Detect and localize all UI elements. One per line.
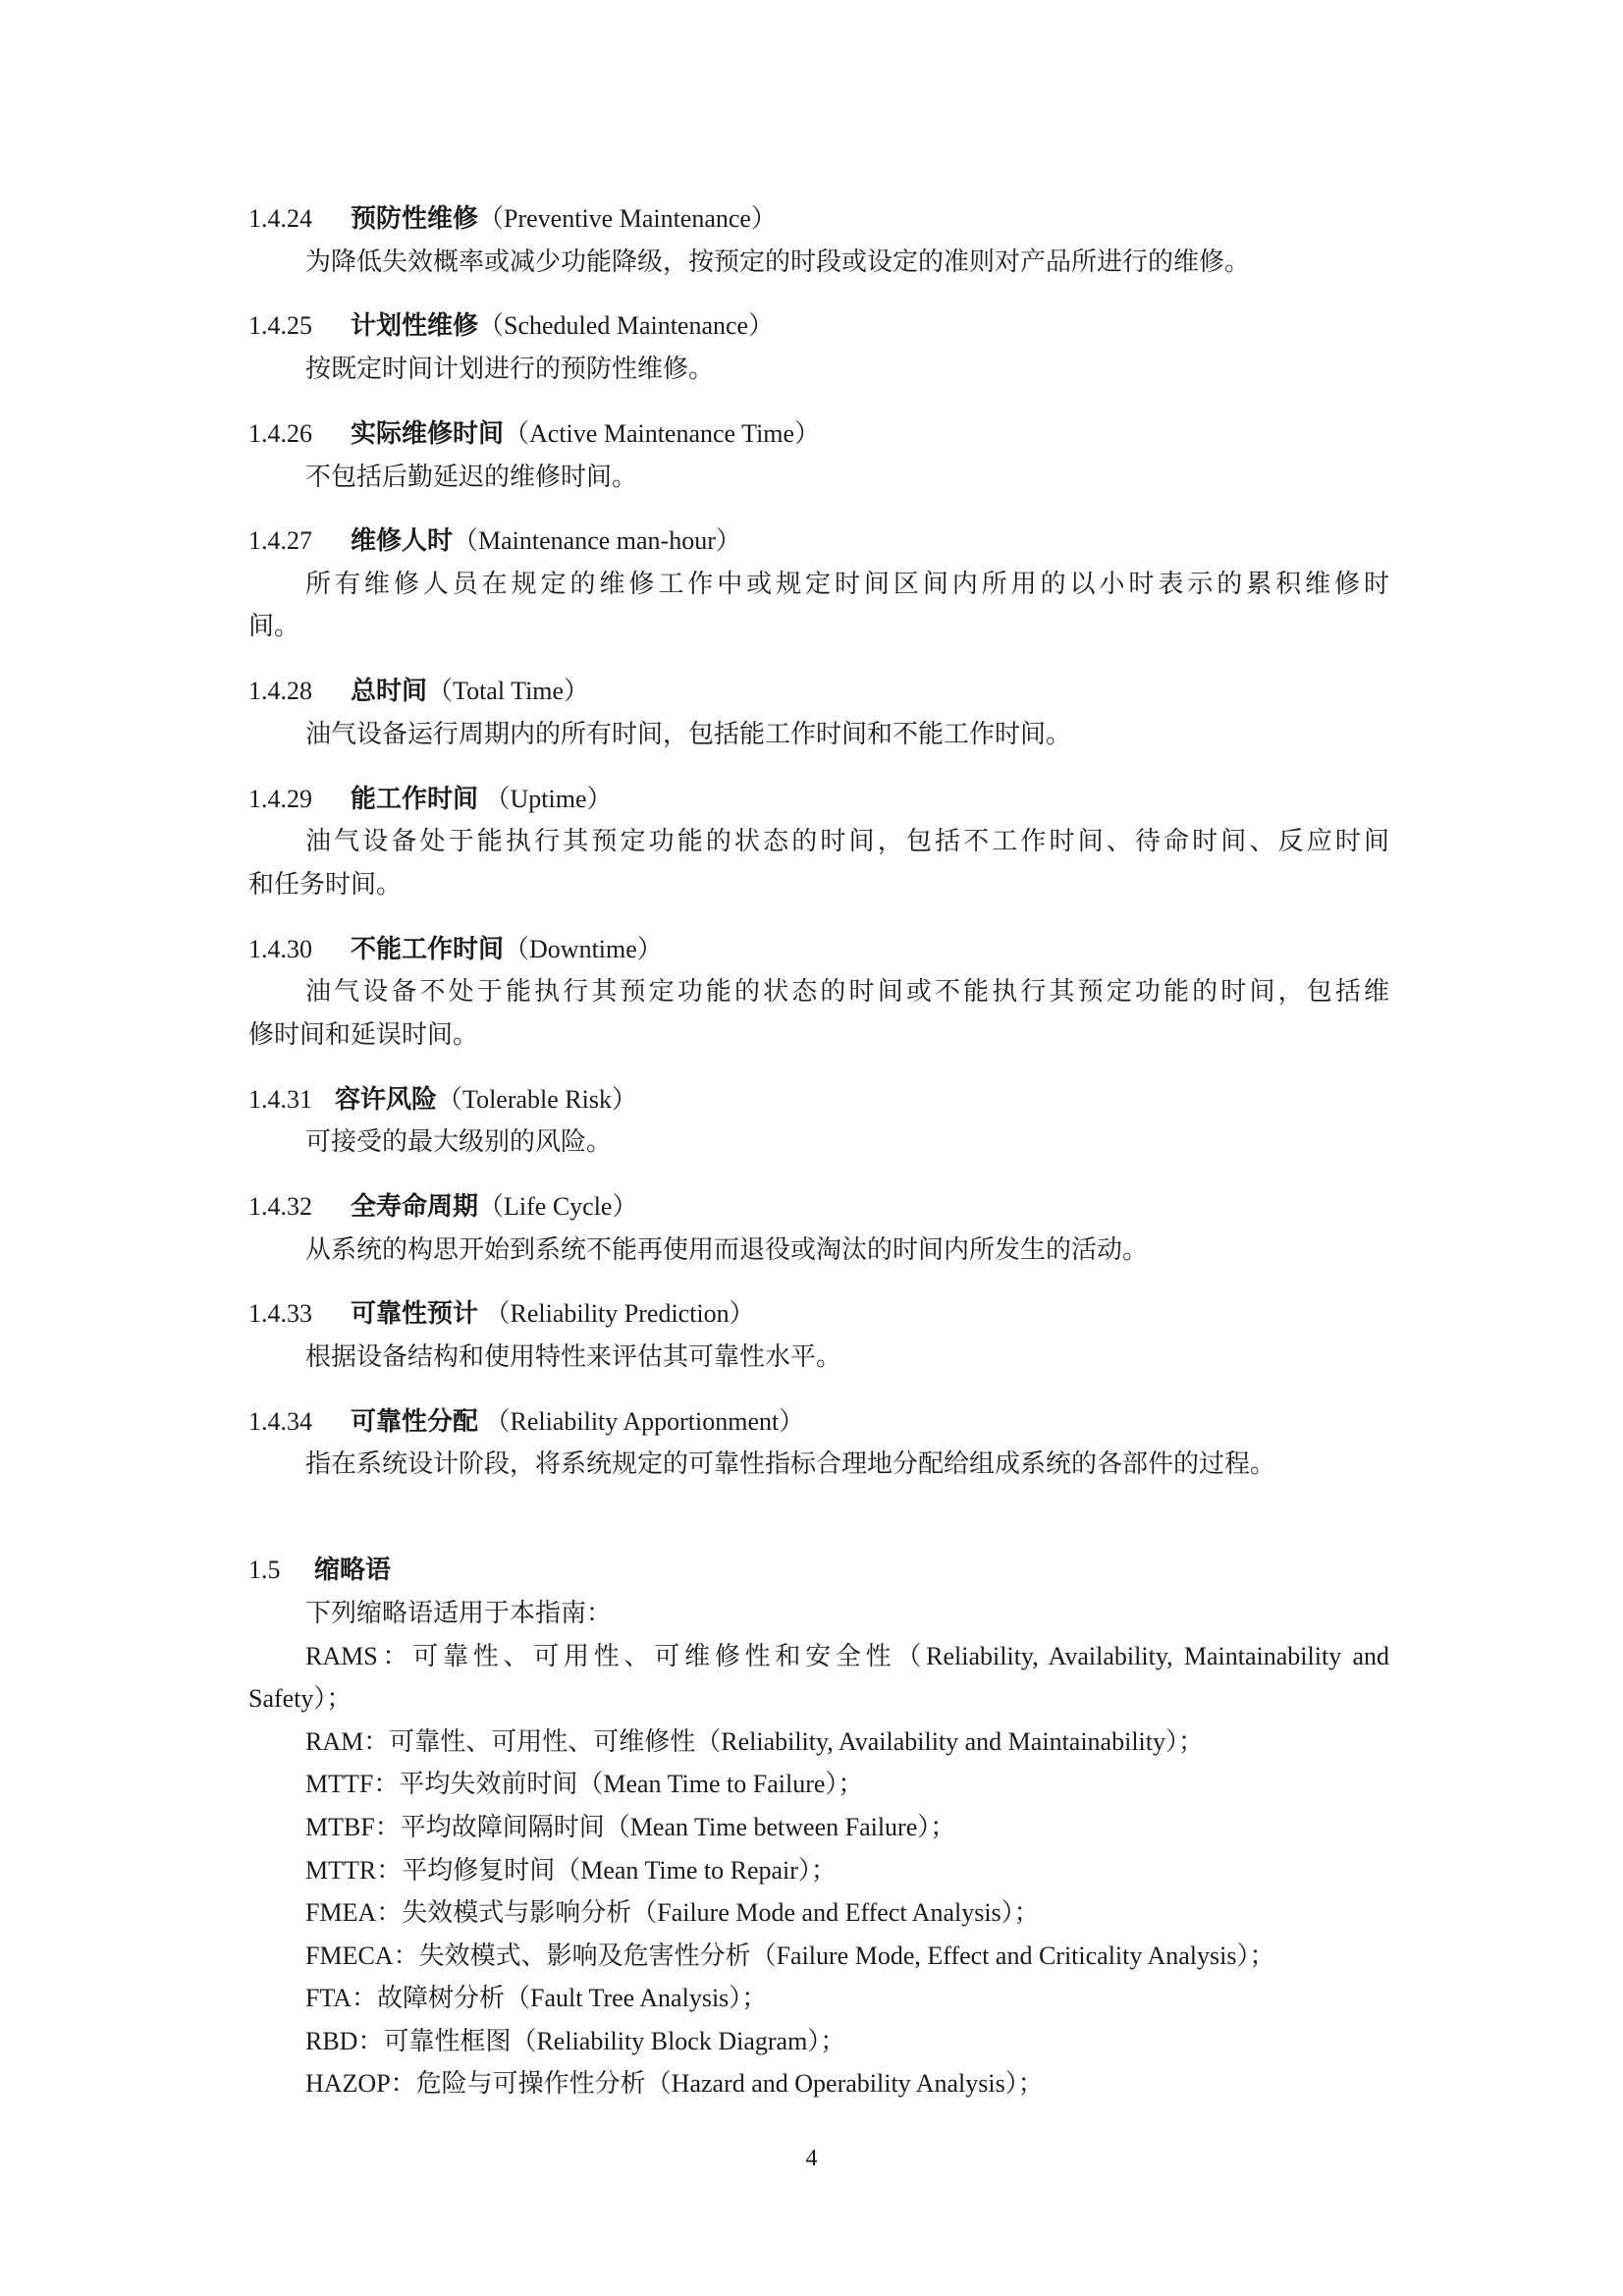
- term-title-cn: 能工作时间: [351, 785, 479, 814]
- term-title-cn: 容许风险: [335, 1085, 438, 1115]
- term-heading: [248, 1083, 637, 1117]
- abbreviation-item: MTTF：平均失效前时间（Mean Time to Failure）；: [305, 1770, 864, 1798]
- term-heading: [248, 783, 613, 816]
- term-definition: 所有维修人员在规定的维修工作中或规定时间区间内所用的以小时表示的累积维修时: [305, 570, 1389, 598]
- term-heading: [248, 675, 589, 708]
- term-title-en: （Reliability Apportionment）: [478, 1407, 805, 1436]
- term-title-cn: 预防性维修: [351, 204, 479, 234]
- term-number: 1.4.34: [248, 1407, 312, 1436]
- term-definition: 为降低失效概率或减少功能降级，按预定的时段或设定的准则对产品所进行的维修。: [305, 247, 1251, 276]
- term-title-cn: 不能工作时间: [351, 935, 505, 964]
- abbreviation-item-cont: Safety）；: [248, 1684, 352, 1713]
- term-number: 1.4.29: [248, 785, 312, 813]
- term-definition: 根据设备结构和使用特性来评估其可靠性水平。: [305, 1342, 842, 1371]
- term-title-en: （Downtime）: [504, 935, 663, 963]
- abbreviation-item: RBD：可靠性框图（Reliability Block Diagram）；: [305, 2027, 846, 2055]
- term-definition: 指在系统设计阶段，将系统规定的可靠性指标合理地分配给组成系统的各部件的过程。: [305, 1449, 1276, 1478]
- term-heading: [248, 1297, 755, 1331]
- term-number: 1.4.32: [248, 1192, 312, 1221]
- section-heading: [248, 1554, 391, 1587]
- term-definition: 油气设备运行周期内的所有时间，包括能工作时间和不能工作时间。: [305, 720, 1072, 748]
- term-title-en: （Total Time）: [427, 677, 590, 705]
- abbreviation-item: FMEA：失效模式与影响分析（Failure Mode and Effect Analysis）；: [305, 1898, 1040, 1927]
- abbreviation-item: RAMS：可靠性、可用性、可维修性和安全性（Reliability, Availability, Maintainability and: [305, 1642, 1389, 1670]
- term-definition: 油气设备不处于能执行其预定功能的状态的时间或不能执行其预定功能的时间，包括维: [305, 977, 1389, 1006]
- term-heading: [248, 524, 741, 558]
- term-title-cn: 总时间: [351, 677, 428, 706]
- term-definition: 从系统的构思开始到系统不能再使用而退役或淘汰的时间内所发生的活动。: [305, 1235, 1149, 1264]
- term-definition-cont: 和任务时间。: [248, 870, 403, 899]
- abbreviation-item: HAZOP：危险与可操作性分析（Hazard and Operability Analysis）；: [305, 2069, 1044, 2098]
- term-title-cn: 可靠性分配: [351, 1407, 479, 1437]
- term-title-en: （Active Maintenance Time）: [504, 419, 821, 448]
- abbreviation-item: MTBF：平均故障间隔时间（Mean Time between Failure）；: [305, 1813, 956, 1841]
- term-title-cn: 计划性维修: [351, 311, 479, 341]
- term-title-cn: 实际维修时间: [351, 419, 505, 449]
- term-number: 1.4.30: [248, 935, 312, 963]
- term-definition: 可接受的最大级别的风险。: [305, 1127, 613, 1156]
- term-number: 1.4.25: [248, 311, 312, 340]
- term-title-en: （Life Cycle）: [478, 1192, 638, 1221]
- term-number: 1.4.27: [248, 526, 312, 555]
- term-heading: [248, 202, 777, 236]
- term-definition: 按既定时间计划进行的预防性维修。: [305, 355, 715, 383]
- term-number: 1.4.33: [248, 1299, 312, 1328]
- term-title-en: （Maintenance man-hour）: [453, 526, 741, 555]
- abbreviation-item: MTTR：平均修复时间（Mean Time to Repair）；: [305, 1856, 837, 1885]
- term-number: 1.4.28: [248, 677, 312, 705]
- section-intro: 下列缩略语适用于本指南：: [305, 1599, 613, 1627]
- term-title-en: （Scheduled Maintenance）: [478, 311, 775, 340]
- term-title-en: （Preventive Maintenance）: [478, 204, 777, 233]
- term-title-cn: 全寿命周期: [351, 1192, 479, 1222]
- term-heading: [248, 1190, 637, 1224]
- term-heading: [248, 1405, 804, 1439]
- term-definition: 不包括后勤延迟的维修时间。: [305, 463, 638, 491]
- term-definition-cont: 间。: [248, 612, 300, 640]
- term-number: 1.4.31: [248, 1085, 312, 1114]
- section-title: 缩略语: [314, 1556, 392, 1585]
- term-title-en: （Reliability Prediction）: [478, 1299, 755, 1328]
- abbreviation-item: FMECA：失效模式、影响及危害性分析（Failure Mode, Effect and Criticality Analysis）；: [305, 1941, 1275, 1970]
- term-title-cn: 维修人时: [351, 526, 454, 556]
- term-number: 1.4.24: [248, 204, 312, 233]
- term-heading: [248, 309, 774, 343]
- term-heading: [248, 933, 663, 966]
- term-definition-cont: 修时间和延误时间。: [248, 1020, 479, 1049]
- term-number: 1.4.26: [248, 419, 312, 448]
- term-definition: 油气设备处于能执行其预定功能的状态的时间，包括不工作时间、待命时间、反应时间: [305, 827, 1389, 855]
- section-number: 1.5: [248, 1556, 281, 1584]
- abbreviation-item: RAM：可靠性、可用性、可维修性（Reliability, Availability and Maintainability）；: [305, 1727, 1204, 1756]
- term-heading: [248, 417, 820, 451]
- page-number: 4: [805, 2146, 818, 2171]
- term-title-en: （Uptime）: [478, 785, 613, 813]
- term-title-cn: 可靠性预计: [351, 1299, 479, 1329]
- abbreviation-item: FTA：故障树分析（Fault Tree Analysis）；: [305, 1984, 768, 2012]
- term-title-en: （Tolerable Risk）: [437, 1085, 637, 1114]
